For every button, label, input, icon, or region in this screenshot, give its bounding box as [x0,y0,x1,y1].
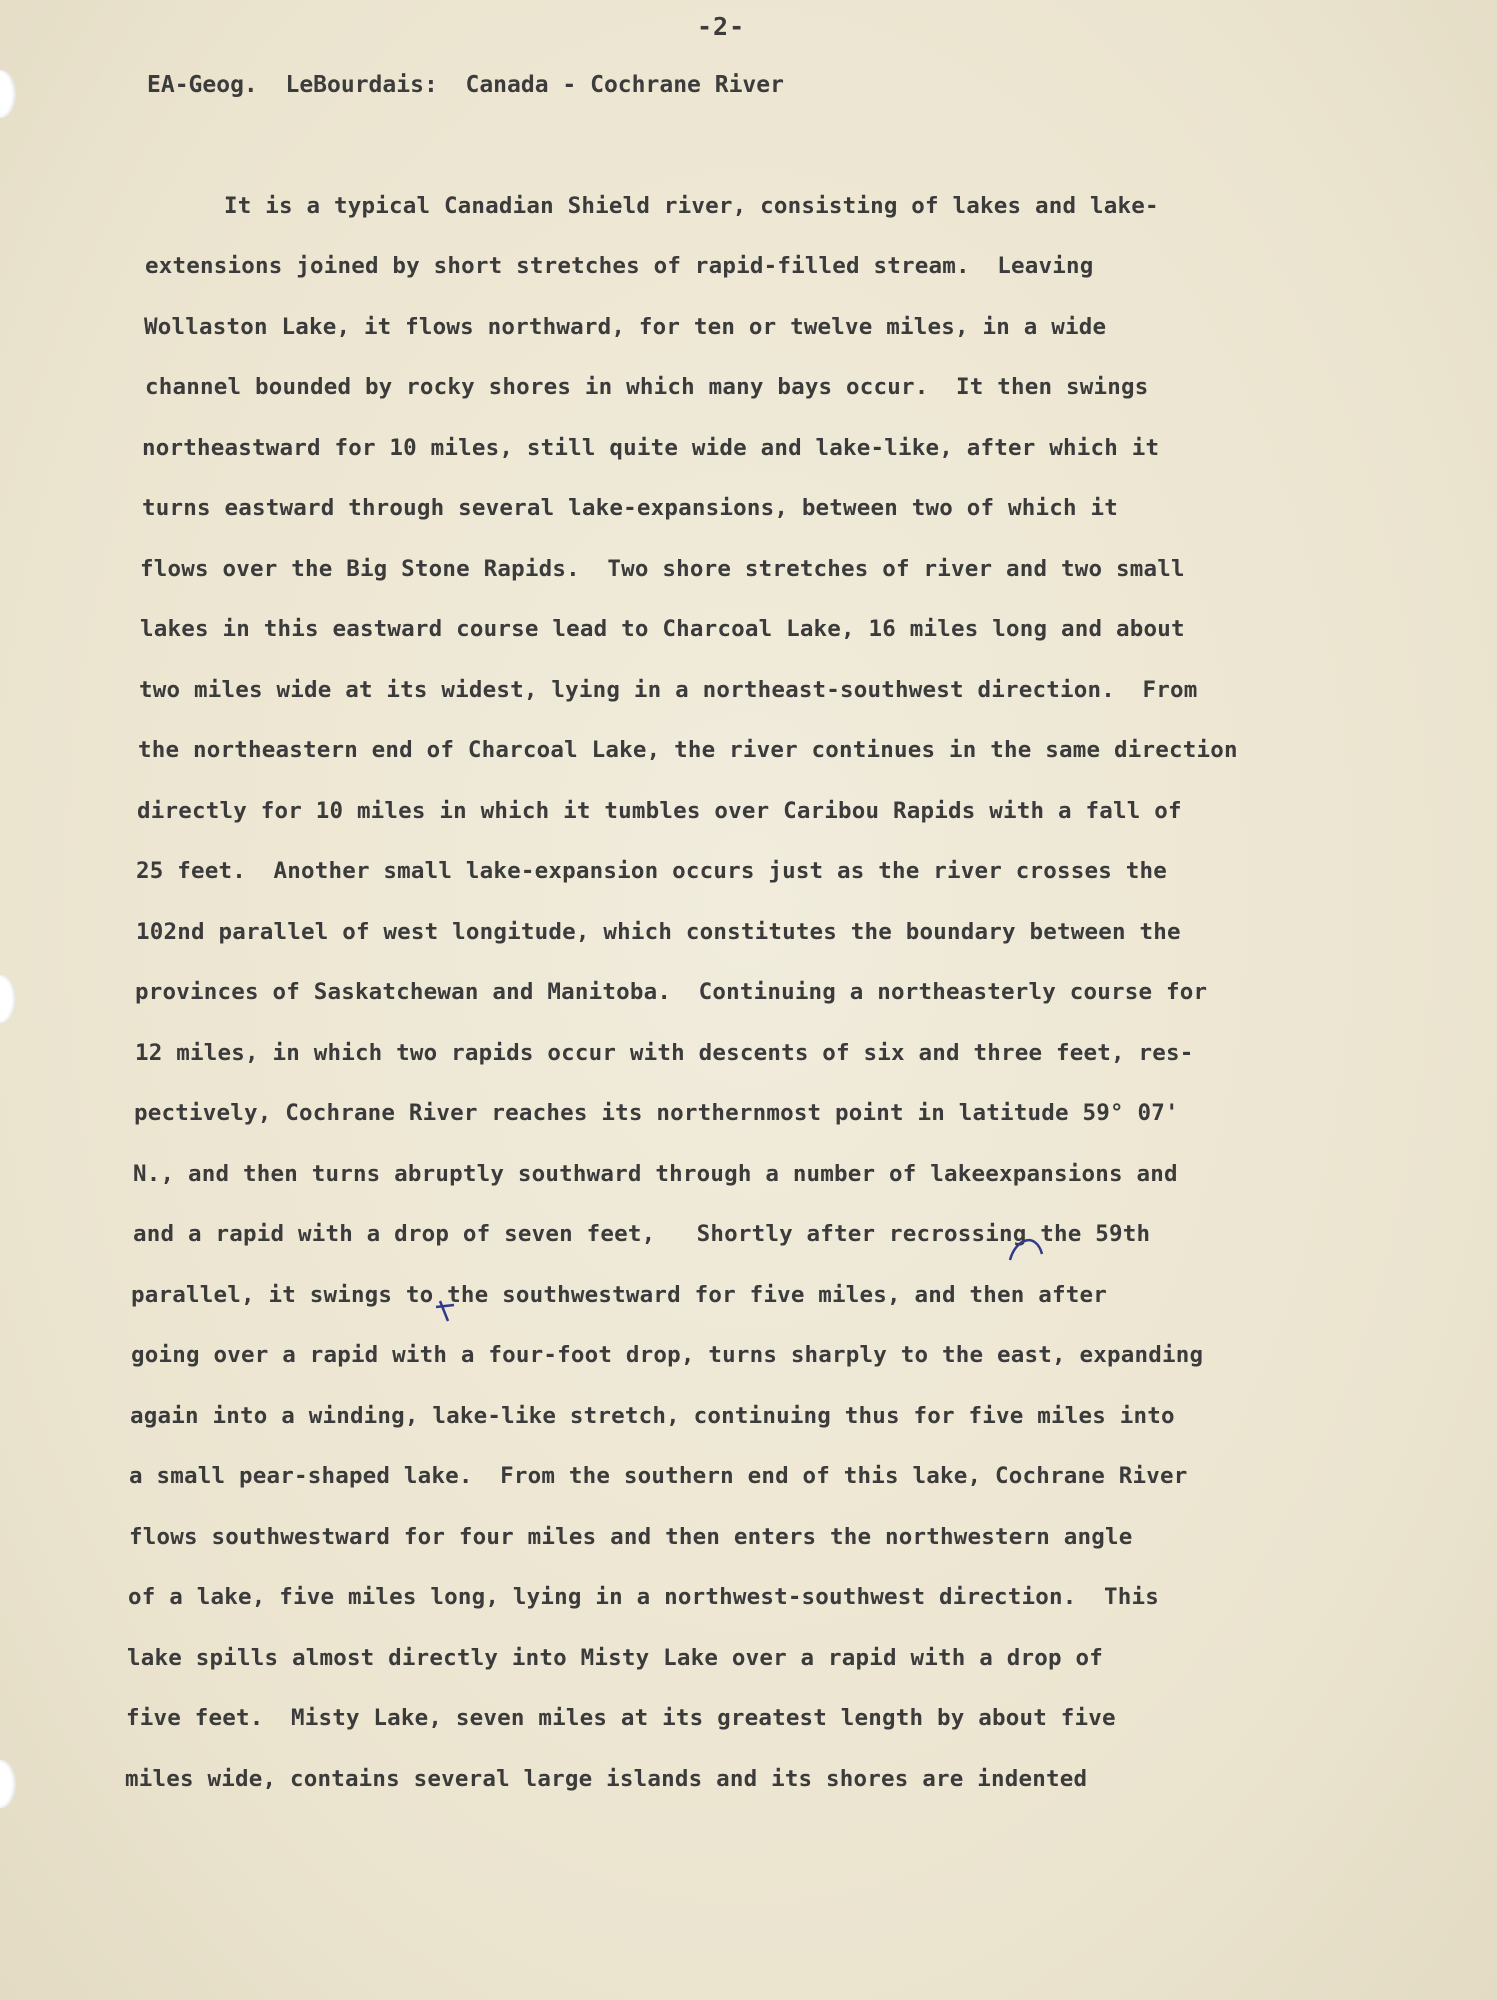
text-line-24: of a lake, five miles long, lying in a northwest-southwest direction. This [128,1584,1159,1610]
text-line-26: five feet. Misty Lake, seven miles at its greatest length by about five [126,1705,1116,1731]
page-number: -2- [697,12,746,41]
text-line-22: a small pear-shaped lake. From the southern end of this lake, Cochrane River [129,1463,1188,1489]
binder-hole-bottom [0,1760,16,1808]
binder-hole-middle [0,975,16,1023]
text-line-2: extensions joined by short stretches of rapid-filled stream. Leaving [145,253,1094,279]
binder-hole-top [0,70,16,118]
text-line-11: directly for 10 miles in which it tumbles over Caribou Rapids with a fall of [137,798,1182,824]
document-header: EA-Geog. LeBourdais: Canada - Cochrane River [147,72,784,98]
text-line-12: 25 feet. Another small lake-expansion occurs just as the river crosses the [136,858,1167,884]
text-line-3: Wollaston Lake, it flows northward, for ten or twelve miles, in a wide [144,314,1107,340]
text-line-27: miles wide, contains several large islands and its shores are indented [125,1766,1088,1792]
text-line-5: northeastward for 10 miles, still quite wide and lake-like, after which it [142,435,1160,461]
text-line-25: lake spills almost directly into Misty Lake over a rapid with a drop of [127,1645,1103,1671]
text-line-20: going over a rapid with a four-foot drop, turns sharply to the east, expanding [131,1342,1204,1368]
text-line-9: two miles wide at its widest, lying in a northeast-southwest direction. From [139,677,1198,703]
text-line-13: 102nd parallel of west longitude, which constitutes the boundary between the [136,919,1181,945]
text-line-19: parallel, it swings to the southwestward for five miles, and then after [131,1282,1107,1308]
text-line-17: N., and then turns abruptly southward through a number of lakeexpansions and [133,1161,1178,1187]
text-line-23: flows southwestward for four miles and then enters the northwestern angle [129,1524,1133,1550]
text-line-15: 12 miles, in which two rapids occur with descents of six and three feet, res- [135,1040,1194,1066]
text-line-14: provinces of Saskatchewan and Manitoba. Continuing a northeasterly course for [135,979,1208,1005]
text-line-4: channel bounded by rocky shores in which many bays occur. It then swings [145,374,1149,400]
text-line-10: the northeastern end of Charcoal Lake, the river continues in the same direction [138,737,1238,763]
text-line-18: and a rapid with a drop of seven feet, Shortly after recrossing the 59th [133,1221,1151,1247]
text-line-21: again into a winding, lake-like stretch, continuing thus for five miles into [130,1403,1175,1429]
text-line-1: It is a typical Canadian Shield river, consisting of lakes and lake- [224,193,1159,219]
text-line-7: flows over the Big Stone Rapids. Two shore stretches of river and two small [140,556,1185,582]
text-line-6: turns eastward through several lake-expansions, between two of which it [142,495,1118,521]
text-line-8: lakes in this eastward course lead to Charcoal Lake, 16 miles long and about [140,616,1185,642]
text-line-16: pectively, Cochrane River reaches its northernmost point in latitude 59° 07' [134,1100,1179,1126]
